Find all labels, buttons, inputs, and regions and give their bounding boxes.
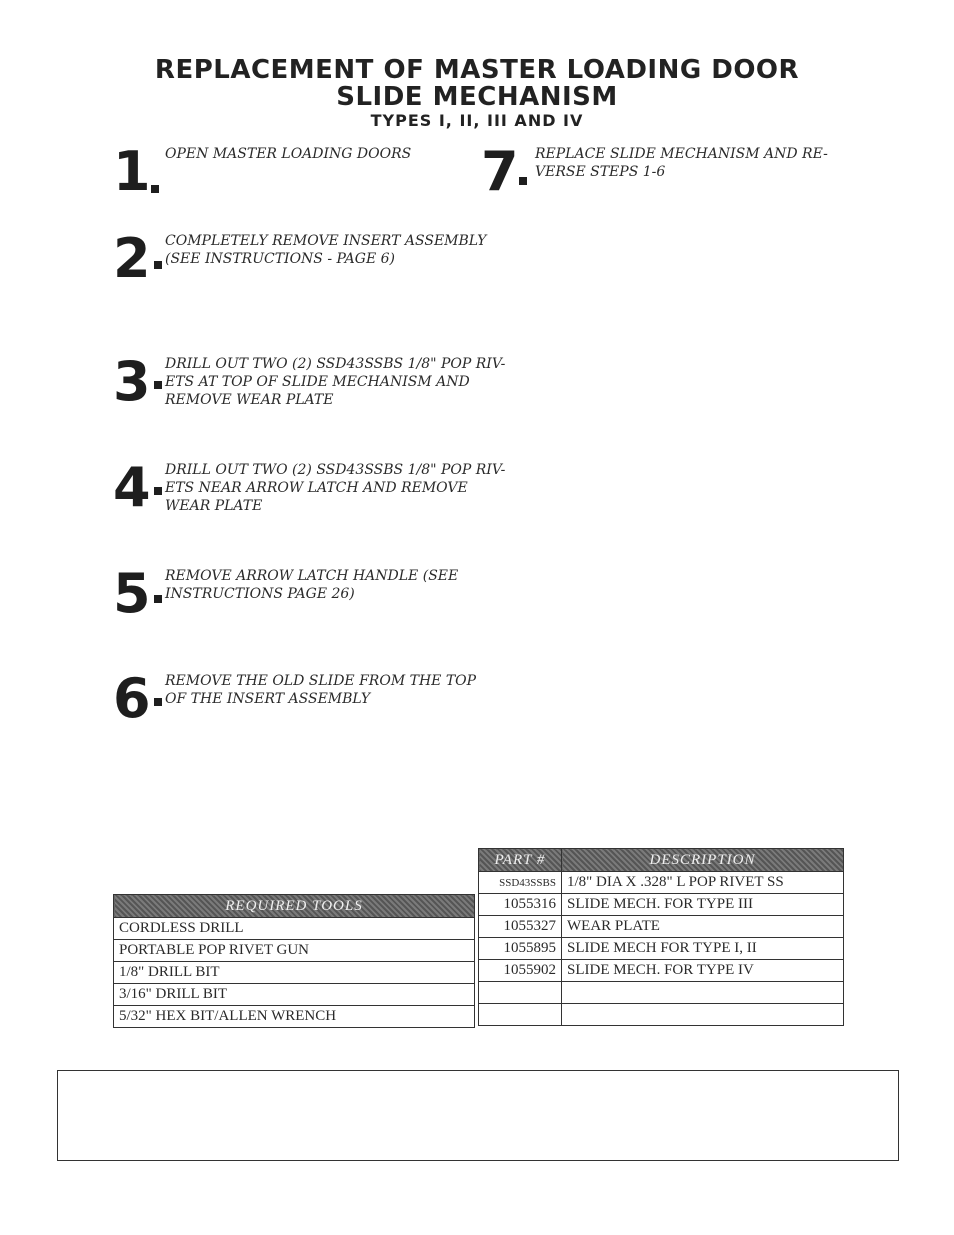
step-text: REMOVE ARROW LATCH HANDLE (SEE INSTRUCTIONS PAGE 26): [165, 568, 459, 602]
table-row: [114, 1006, 475, 1028]
table-header-cell: DESCRIPTION: [562, 849, 844, 872]
page-title-line-2: SLIDE MECHANISM: [336, 82, 618, 112]
step-bullet: [154, 487, 162, 495]
step-text: COMPLETELY REMOVE INSERT ASSEMBLY (SEE INSTRUCTIONS - PAGE 6): [165, 233, 487, 267]
table-header-row: [479, 849, 844, 872]
part-number-cell: [479, 982, 562, 1004]
part-number-cell: 1055895: [479, 938, 562, 960]
step-text: REPLACE SLIDE MECHANISM AND RE- VERSE STEPS 1-6: [535, 146, 828, 180]
table-header-cell: REQUIRED TOOLS: [114, 895, 475, 918]
step-text: DRILL OUT TWO (2) SSD43SSBS 1/8" POP RIV- ETS AT TOP OF SLIDE MECHANISM AND REMOVE WEAR PLATE: [165, 356, 506, 408]
step-bullet: [151, 185, 159, 193]
table-row: [479, 872, 844, 894]
table-row: [114, 940, 475, 962]
table-row: [479, 894, 844, 916]
table-row-empty: [479, 982, 844, 1004]
step-number: 3: [113, 350, 151, 413]
table-row: [479, 916, 844, 938]
part-number-cell: 1055316: [479, 894, 562, 916]
table-header-row: [114, 895, 475, 918]
description-cell: [562, 982, 844, 1004]
table-row: [114, 918, 475, 940]
step-number: 2: [113, 227, 151, 290]
required-tools-table: [113, 894, 475, 1028]
description-cell: WEAR PLATE: [562, 916, 844, 938]
part-number-cell: SSD43SSBS: [479, 872, 562, 894]
step-bullet: [154, 381, 162, 389]
table-row: [114, 984, 475, 1006]
parts-table: [478, 848, 844, 1026]
step-number: 5: [113, 562, 151, 625]
table-cell: 3/16" DRILL BIT: [114, 984, 475, 1006]
step-bullet: [519, 177, 527, 185]
table-row: [479, 960, 844, 982]
step-number: 6: [113, 667, 151, 730]
part-number-cell: 1055902: [479, 960, 562, 982]
description-cell: 1/8" DIA X .328" L POP RIVET SS: [562, 872, 844, 894]
table-header-cell: PART #: [479, 849, 562, 872]
page-subtitle: TYPES I, II, III AND IV: [370, 111, 584, 130]
table-row: [114, 962, 475, 984]
table-cell: CORDLESS DRILL: [114, 918, 475, 940]
description-cell: SLIDE MECH. FOR TYPE III: [562, 894, 844, 916]
step-text: REMOVE THE OLD SLIDE FROM THE TOP OF THE INSERT ASSEMBLY: [165, 673, 477, 707]
table-cell: PORTABLE POP RIVET GUN: [114, 940, 475, 962]
notes-box: [57, 1070, 899, 1161]
part-number-cell: 1055327: [479, 916, 562, 938]
table-cell: 5/32" HEX BIT/ALLEN WRENCH: [114, 1006, 475, 1028]
step-bullet: [154, 698, 162, 706]
part-number-cell: [479, 1004, 562, 1026]
table-cell: 1/8" DRILL BIT: [114, 962, 475, 984]
step-bullet: [154, 261, 162, 269]
step-text: OPEN MASTER LOADING DOORS: [165, 146, 412, 162]
description-cell: SLIDE MECH FOR TYPE I, II: [562, 938, 844, 960]
step-number: 7: [481, 140, 519, 203]
step-text: DRILL OUT TWO (2) SSD43SSBS 1/8" POP RIV- ETS NEAR ARROW LATCH AND REMOVE WEAR PLATE: [165, 462, 506, 514]
page-title: REPLACEMENT OF MASTER LOADING DOOR: [154, 55, 800, 85]
description-cell: SLIDE MECH. FOR TYPE IV: [562, 960, 844, 982]
table-row: [479, 938, 844, 960]
table-row-empty: [479, 1004, 844, 1026]
description-cell: [562, 1004, 844, 1026]
step-number: 1: [113, 140, 151, 203]
step-number: 4: [113, 456, 151, 519]
step-bullet: [154, 595, 162, 603]
